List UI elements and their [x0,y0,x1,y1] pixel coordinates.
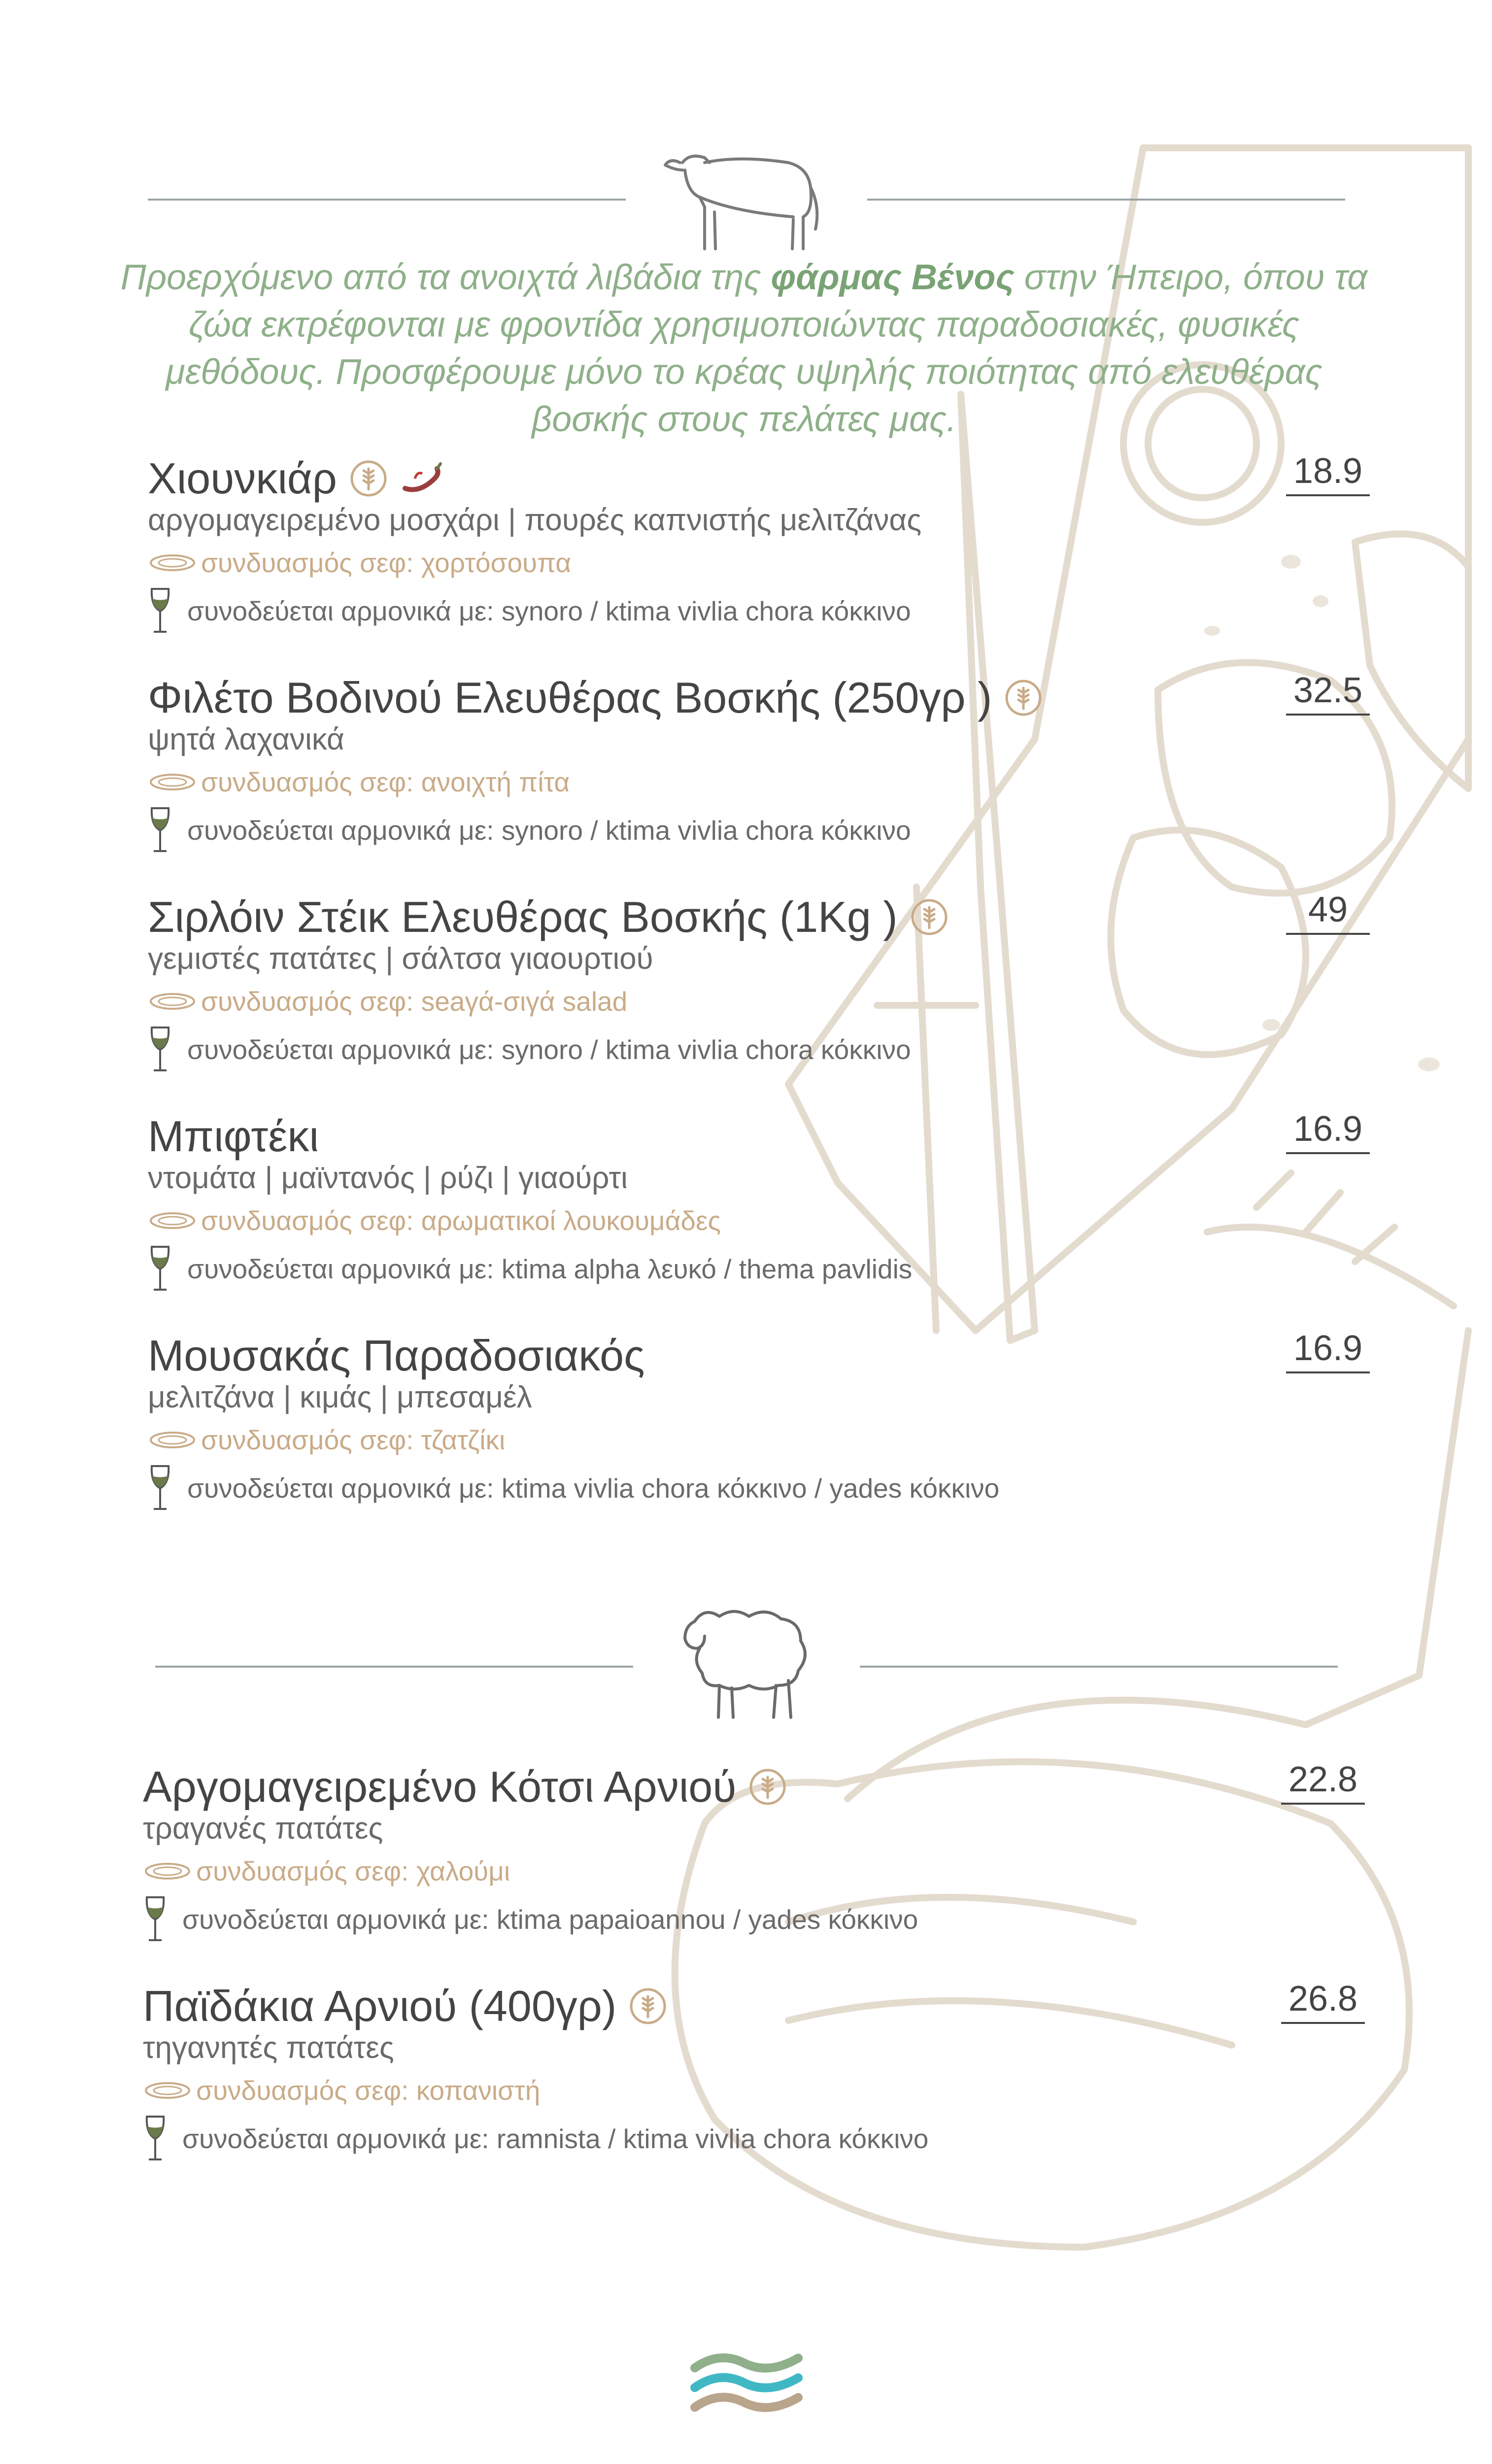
menu-item-sirloin [148,892,1380,1099]
chef-pairing-text: συνδυασμός σεφ: ανοιχτή πίτα [201,767,570,797]
wheat-icon [1004,678,1043,718]
wine-pairing [148,586,911,636]
chili-icon [400,459,444,498]
wheat-icon [628,1986,668,2026]
chef-pairing-text: συνδυασμός σεφ: κοπανιστή [196,2075,541,2106]
intro-text-after: στην Ήπειρο, όπου τα ζώα εκτρέφονται με φροντίδα χρησιμοποιώντας παραδοσιακές, φυσικές μεθόδους. Προσφέρουμε μόνο το κρέας υψηλής ποιότητας από ελευθέρας βοσκής στους πελάτες μας. [166,258,1368,439]
item-description: ψητά λαχανικά [148,722,344,756]
farm-name: φάρμας Βένος [771,258,1015,297]
chef-pairing [148,1205,721,1236]
wine-glass-icon [148,1025,172,1074]
wine-pairing [148,1244,912,1294]
wine-pairing [148,1464,999,1513]
item-title [143,1762,787,1812]
item-description: τραγανές πατάτες [143,1812,383,1846]
item-name: Σιρλόιν Στέικ Ελευθέρας Βοσκής (1Kg ) [148,892,898,941]
item-price: 22.8 [1281,1759,1365,1805]
item-description: τηγανητές πατάτες [143,2031,394,2065]
item-name: Μπιφτέκι [148,1112,319,1161]
wine-glass-icon [143,1895,168,1944]
menu-item-hiounkiar [148,453,1380,660]
chef-pairing-text: συνδυασμός σεφ: seaγά-σιγά salad [201,986,628,1017]
menu-item-fileto-vodinou [148,673,1380,880]
wine-pairing-text: συνοδεύεται αρμονικά με: synoro / ktima vivlia chora κόκκινο [187,596,911,626]
intro-text-before: Προερχόμενο από τα ανοιχτά λιβάδια της [120,258,771,297]
plate-icon [148,1208,197,1233]
chef-pairing-text: συνδυασμός σεφ: τζατζίκι [201,1425,506,1455]
item-price: 49 [1286,890,1370,935]
beef-divider-right [867,199,1345,201]
item-price: 26.8 [1281,1979,1365,2024]
wine-pairing-text: συνοδεύεται αρμονικά με: synoro / ktima vivlia chora κόκκινο [187,815,911,846]
item-title [148,1331,645,1381]
item-description: μελιτζάνα | κιμάς | μπεσαμέλ [148,1380,532,1414]
item-title [148,453,444,504]
chef-pairing [148,1424,505,1456]
plate-icon [148,770,197,794]
intro-paragraph [118,254,1370,443]
plate-icon [148,550,197,575]
plate-icon [143,1859,192,1883]
chef-pairing [148,986,627,1017]
item-description: αργομαγειρεμένο μοσχάρι | πουρές καπνιστής μελιτζάνας [148,503,922,537]
item-title [148,892,949,942]
chef-pairing [148,766,570,798]
plate-icon [148,1428,197,1452]
wine-pairing-text: συνοδεύεται αρμονικά με: ramnista / ktima vivlia chora κόκκινο [182,2123,929,2154]
waves-logo [690,2346,803,2425]
item-price: 16.9 [1286,1328,1370,1373]
item-name: Χιουνκιάρ [148,454,337,503]
wine-pairing [143,2114,928,2163]
chef-pairing-text: συνδυασμός σεφ: χαλούμι [196,1856,510,1886]
chef-pairing [143,2075,540,2106]
wine-pairing-text: συνοδεύεται αρμονικά με: ktima papaioannou / yades κόκκινο [182,1904,918,1935]
wine-pairing-text: συνοδεύεται αρμονικά με: ktima vivlia chora κόκκινο / yades κόκκινο [187,1473,1000,1504]
lamb-divider-left [155,1666,633,1668]
wine-glass-icon [148,586,172,636]
sheep-icon [675,1602,818,1725]
item-title [148,1111,319,1162]
menu-item-biftekI [148,1111,1380,1318]
wheat-icon [349,459,388,498]
wine-pairing-text: συνοδεύεται αρμονικά με: ktima alpha λευκό / thema pavlidis [187,1254,913,1284]
wine-glass-icon [148,1464,172,1513]
item-price: 18.9 [1286,451,1370,496]
item-name: Παϊδάκια Αρνιού (400γρ) [143,1982,617,2030]
item-description: γεμιστές πατάτες | σάλτσα γιαουρτιού [148,942,653,976]
chef-pairing-text: συνδυασμός σεφ: αρωματικοί λουκουμάδες [201,1205,721,1236]
wine-pairing [143,1895,918,1944]
plate-icon [148,989,197,1014]
wheat-icon [910,897,949,937]
item-name: Μουσακάς Παραδοσιακός [148,1331,645,1380]
item-price: 16.9 [1286,1109,1370,1154]
item-name: Αργομαγειρεμένο Κότσι Αρνιού [143,1762,737,1811]
beef-divider-left [148,199,626,201]
wine-pairing-text: συνοδεύεται αρμονικά με: synoro / ktima vivlia chora κόκκινο [187,1034,911,1065]
menu-item-paidakia-arniou [143,1981,1375,2188]
item-title [143,1981,668,2031]
item-name: Φιλέτο Βοδινού Ελευθέρας Βοσκής (250γρ ) [148,673,992,722]
plate-icon [143,2078,192,2103]
item-title [148,673,1043,723]
wine-glass-icon [143,2114,168,2163]
menu-item-kotsi-arniou [143,1762,1375,1969]
item-description: ντομάτα | μαϊντανός | ρύζι | γιαούρτι [148,1161,628,1195]
lamb-divider-right [860,1666,1338,1668]
chef-pairing-text: συνδυασμός σεφ: χορτόσουπα [201,548,572,578]
wine-glass-icon [148,806,172,855]
menu-item-mousakas [148,1331,1380,1538]
chef-pairing [148,547,571,579]
cow-icon [660,143,828,256]
wine-pairing [148,1025,911,1074]
chef-pairing [143,1855,510,1887]
wheat-icon [748,1767,787,1807]
wine-pairing [148,806,911,855]
item-price: 32.5 [1286,670,1370,716]
wine-glass-icon [148,1244,172,1294]
